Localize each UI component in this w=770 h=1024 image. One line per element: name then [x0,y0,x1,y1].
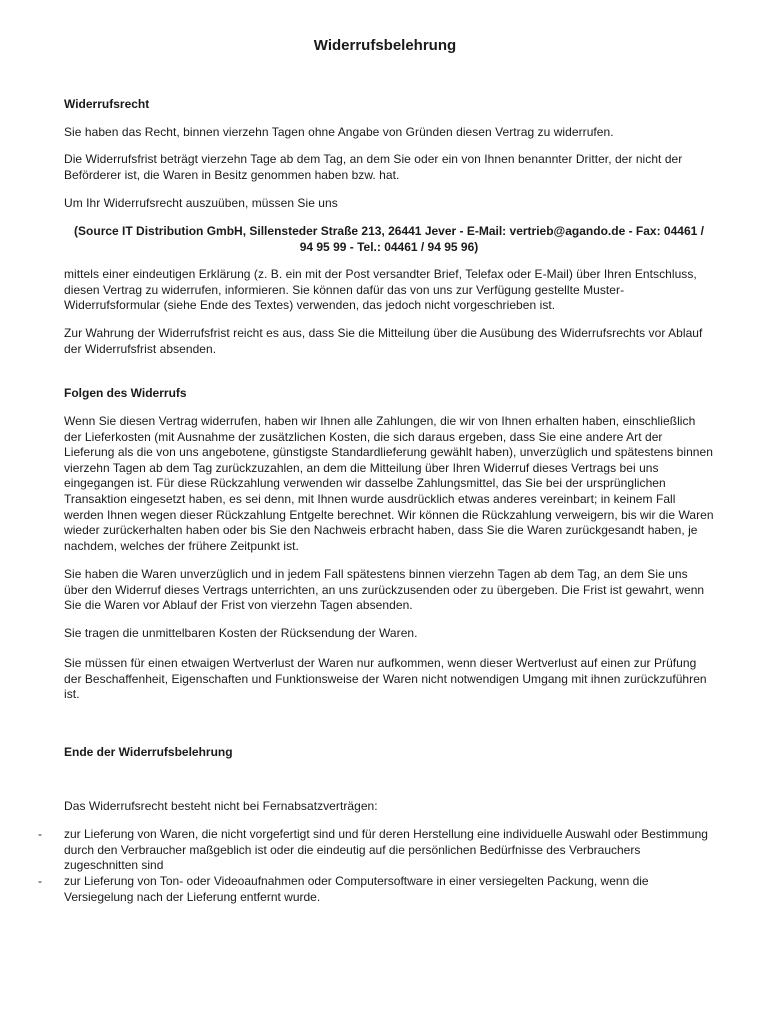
company-contact-line: 94 95 99 - Tel.: 04461 / 94 95 96) [299,240,479,254]
list-bullet: - [38,827,42,841]
paragraph: Wenn Sie diesen Vertrag widerrufen, haben wir Ihnen alle Zahlungen, die wir von Ihnen erhalten haben, einschließlich der Lieferkosten (mit Ausnahme der zusätzlichen Kosten, die sich daraus ergeben, dass Sie eine andere Art der Lieferung als die von uns angebotene, günstigste Standardlieferung gewählt haben), unverzüglich und spätestens binnen vierzehn Tagen ab dem Tag zurückzuzahlen, an dem die Mitteilung über Ihren Widerruf dieses Vertrags bei uns eingegangen ist. Für diese Rückzahlung verwenden wir dasselbe Zahlungsmittel, das Sie bei der ursprünglichen Transaktion eingesetzt haben, es sei denn, mit Ihnen wurde ausdrücklich etwas anderes vereinbart; in keinem Fall werden Ihnen wegen dieser Rückzahlung Entgelte berechnet. Wir können die Rückzahlung verweigern, bis wir die Waren wieder zurückerhalten haben oder bis Sie den Nachweis erbracht haben, dass Sie die Waren zurückgesandt haben, je nachdem, welches der frühere Zeitpunkt ist. [64,414,714,553]
paragraph: Sie haben die Waren unverzüglich und in jedem Fall spätestens binnen vierzehn Tagen ab dem Tag, an dem Sie uns über den Widerruf dieses Vertrags unterrichten, an uns zurückzusenden oder zu übergeben. Die Frist ist gewahrt, wenn Sie die Waren vor Ablauf der Frist von vierzehn Tagen absenden. [64,567,705,613]
paragraph: Zur Wahrung der Widerrufsfrist reicht es aus, dass Sie die Mitteilung über die Ausübung des Widerrufsrechts vor Ablauf der Widerrufsfrist absenden. [64,326,703,356]
paragraph: Um Ihr Widerrufsrecht auszuüben, müssen Sie uns [64,196,338,210]
paragraph: mittels einer eindeutigen Erklärung (z. B. ein mit der Post versandter Brief, Telefax oder E-Mail) über Ihren Entschluss, diesen Vertrag zu widerrufen, informieren. Sie können dafür das von uns zur Verfügung gestellte Muster-Widerrufsformular (siehe Ende des Textes) verwenden, das jedoch nicht vorgeschrieben ist. [64,267,697,313]
paragraph: Sie haben das Recht, binnen vierzehn Tagen ohne Angabe von Gründen diesen Vertrag zu widerrufen. [64,125,614,139]
section-heading-widerrufsrecht: Widerrufsrecht [64,97,150,111]
list-bullet: - [38,874,42,888]
list-item-text: zur Lieferung von Waren, die nicht vorgefertigt sind und für deren Herstellung eine individuelle Auswahl oder Bestimmung durch den Verbraucher maßgeblich ist oder die eindeutig auf die persönlichen Bedürfnisse des Verbrauchers zugeschnitten sind [64,827,708,873]
company-address-line: (Source IT Distribution GmbH, Sillensteder Straße 213, 26441 Jever - E-Mail: vertrieb@agando.de - Fax: 04461 / [74,224,704,238]
paragraph: Sie tragen die unmittelbaren Kosten der Rücksendung der Waren. [64,626,418,640]
section-heading-ende: Ende der Widerrufsbelehrung [64,745,233,759]
paragraph: Sie müssen für einen etwaigen Wertverlust der Waren nur aufkommen, wenn dieser Wertverlust auf einen zur Prüfung der Beschaffenheit, Eigenschaften und Funktionsweise der Waren nicht notwendigen Umgang mit ihnen zurückzuführen ist. [64,656,707,702]
paragraph: Die Widerrufsfrist beträgt vierzehn Tage ab dem Tag, an dem Sie oder ein von Ihnen benannter Dritter, der nicht der Beförderer ist, die Waren in Besitz genommen haben bzw. hat. [64,152,683,182]
list-item-text: zur Lieferung von Ton- oder Videoaufnahmen oder Computersoftware in einer versiegelten Packung, wenn die Versiegelung nach der Lieferung entfernt wurde. [64,874,649,904]
paragraph: Das Widerrufsrecht besteht nicht bei Fernabsatzverträgen: [64,799,378,813]
document-title: Widerrufsbelehrung [313,37,457,54]
section-heading-folgen: Folgen des Widerrufs [64,386,187,400]
